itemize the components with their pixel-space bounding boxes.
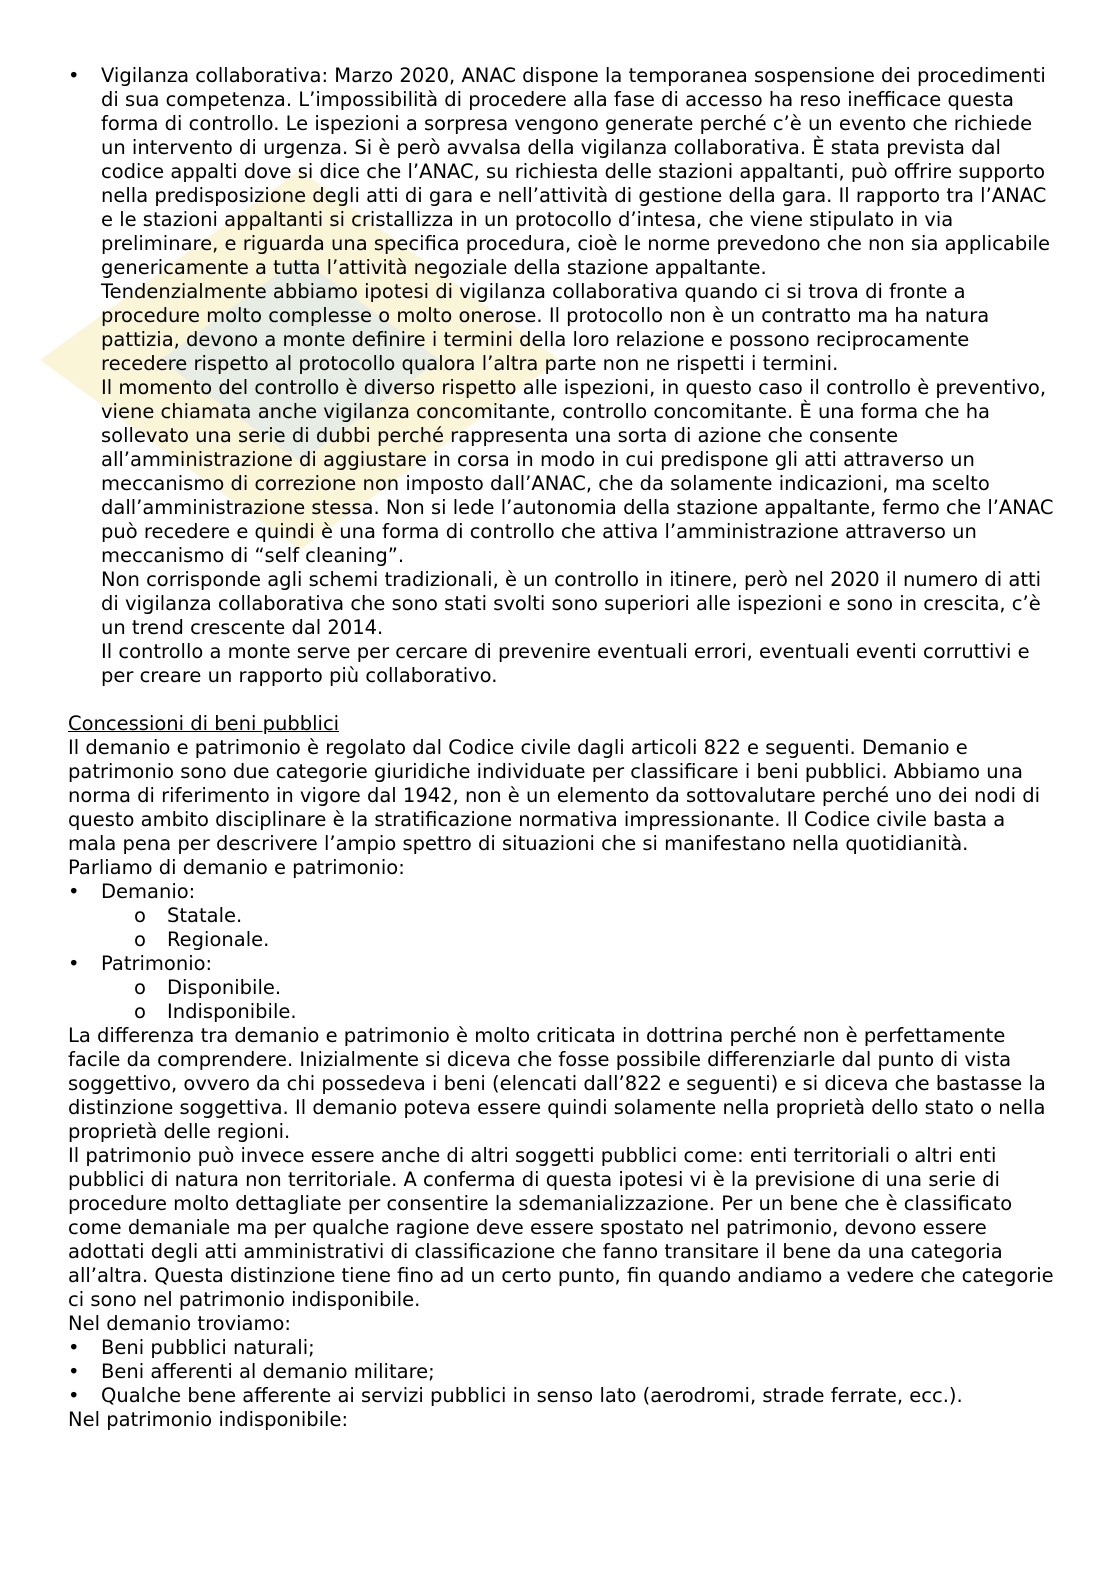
list-intro: Nel demanio troviamo:	[68, 1312, 291, 1335]
bullet-dot: •	[68, 1360, 80, 1383]
sub-bullet: o	[134, 1000, 146, 1023]
paragraph: La differenza tra demanio e patrimonio è molto criticata in dottrina perché non è perfettamente facile da comprendere. Inizialmente si diceva che fosse possibile differenziarle dal punto di vista soggettivo, ovvero da chi possedeva i beni (elencati dall’822 e seguenti) e si diceva che bastasse la distinzione soggettiva. Il demanio poteva essere quindi solamente nella proprietà dello stato o nella proprietà delle regioni.	[68, 1024, 1046, 1143]
list-item-label: Patrimonio:	[101, 952, 213, 975]
sub-list-item	[101, 928, 1058, 952]
sub-item-label: Indisponibile.	[167, 1000, 297, 1023]
sub-list-item	[101, 1000, 1058, 1024]
category-list	[68, 880, 1058, 1024]
sub-item-label: Disponibile.	[167, 976, 282, 999]
list-intro: Parliamo di demanio e patrimonio:	[68, 856, 405, 879]
bullet-dot: •	[68, 952, 80, 975]
bullet-dot: •	[68, 1336, 80, 1359]
sub-list-item	[101, 904, 1058, 928]
sub-item-label: Statale.	[167, 904, 243, 927]
paragraph: Nel patrimonio indisponibile:	[68, 1408, 349, 1431]
section-heading: Concessioni di beni pubblici	[68, 712, 340, 735]
demanio-list	[68, 1336, 1058, 1408]
paragraph: Vigilanza collaborativa: Marzo 2020, ANAC dispone la temporanea sospensione dei procedimenti di sua competenza. L’impossibilità di procedere alla fase di accesso ha reso inefficace questa forma di controllo. Le ispezioni a sorpresa vengono generate perché c’è un evento che richiede un intervento di urgenza. Si è però avvalsa della vigilanza collaborativa. È stata prevista dal codice appalti dove si dice che l’ANAC, su richiesta delle stazioni appaltanti, può offrire supporto nella predisposizione degli atti di gara e nell’attività di gestione della gara. Il rapporto tra l’ANAC e le stazioni appaltanti si cristallizza in un protocollo d’intesa, che viene stipulato in via preliminare, e riguarda una specifica procedura, cioè le norme prevedono che non sia applicabile genericamente a tutta l’attività negoziale della stazione appaltante.	[101, 64, 1051, 279]
list-item-label: Beni pubblici naturali;	[101, 1336, 315, 1359]
paragraph: Il controllo a monte serve per cercare di prevenire eventuali errori, eventuali eventi corruttivi e per creare un rapporto più collaborativo.	[101, 640, 1030, 687]
sub-list-item	[101, 976, 1058, 1000]
list-item-label: Demanio:	[101, 880, 196, 903]
sub-item-label: Regionale.	[167, 928, 270, 951]
paragraph: Non corrisponde agli schemi tradizionali, è un controllo in itinere, però nel 2020 il numero di atti di vigilanza collaborativa che sono stati svolti sono superiori alle ispezioni e sono in crescita, c’è un trend crescente dal 2014.	[101, 568, 1042, 639]
list-item-label: Qualche bene afferente ai servizi pubblici in senso lato (aerodromi, strade ferrate, ecc.).	[101, 1384, 963, 1407]
list-item	[68, 1384, 1058, 1408]
bullet-vigilanza	[68, 64, 1058, 688]
sub-bullet: o	[134, 976, 146, 999]
bullet-dot: •	[68, 64, 80, 87]
sub-bullet: o	[134, 904, 146, 927]
list-item	[68, 952, 1058, 1024]
sub-list	[101, 976, 1058, 1024]
sub-list	[101, 904, 1058, 952]
list-item-label: Beni afferenti al demanio militare;	[101, 1360, 435, 1383]
sub-bullet: o	[134, 928, 146, 951]
paragraph: Il demanio e patrimonio è regolato dal Codice civile dagli articoli 822 e seguenti. Demanio e patrimonio sono due categorie giuridiche individuate per classificare i beni pubblici. Abbiamo una norma di riferimento in vigore dal 1942, non è un elemento da sottovalutare perché uno dei nodi di questo ambito disciplinare è la stratificazione normativa impressionante. Il Codice civile basta a mala pena per descrivere l’ampio spettro di situazioni che si manifestano nella quotidianità.	[68, 736, 1041, 855]
paragraph: Il patrimonio può invece essere anche di altri soggetti pubblici come: enti territoriali o altri enti pubblici di natura non territoriale. A conferma di questa ipotesi vi è la previsione di una serie di procedure molto dettagliate per consentire la sdemanializzazione. Per un bene che è classificato come demaniale ma per qualche ragione deve essere spostato nel patrimonio, devono essere adottati degli atti amministrativi di classificazione che fanno transitare il bene da una categoria all’altra. Questa distinzione tiene fino ad un certo punto, fin quando andiamo a vedere che categorie ci sono nel patrimonio indisponibile.	[68, 1144, 1054, 1311]
document-page	[68, 64, 1058, 1432]
list-item	[68, 1336, 1058, 1360]
bullet-dot: •	[68, 1384, 80, 1407]
list-item	[68, 880, 1058, 952]
paragraph: Tendenzialmente abbiamo ipotesi di vigilanza collaborativa quando ci si trova di fronte a procedure molto complesse o molto onerose. Il protocollo non è un contratto ma ha natura pattizia, devono a monte definire i termini della loro relazione e possono reciprocamente recedere rispetto al protocollo qualora l’altra parte non ne rispetti i termini.	[101, 280, 990, 375]
paragraph: Il momento del controllo è diverso rispetto alle ispezioni, in questo caso il controllo è preventivo, viene chiamata anche vigilanza concomitante, controllo concomitante. È una forma che ha sollevato una serie di dubbi perché rappresenta una sorta di azione che consente all’amministrazione di aggiustare in corsa in modo in cui predispone gli atti attraverso un meccanismo di correzione non imposto dall’ANAC, che da solamente indicazioni, ma scelto dall’amministrazione stessa. Non si lede l’autonomia della stazione appaltante, fermo che l’ANAC può recedere e quindi è una forma di controllo che attiva l’amministrazione attraverso un meccanismo di “self cleaning”.	[101, 376, 1054, 567]
bullet-dot: •	[68, 880, 80, 903]
list-item	[68, 1360, 1058, 1384]
